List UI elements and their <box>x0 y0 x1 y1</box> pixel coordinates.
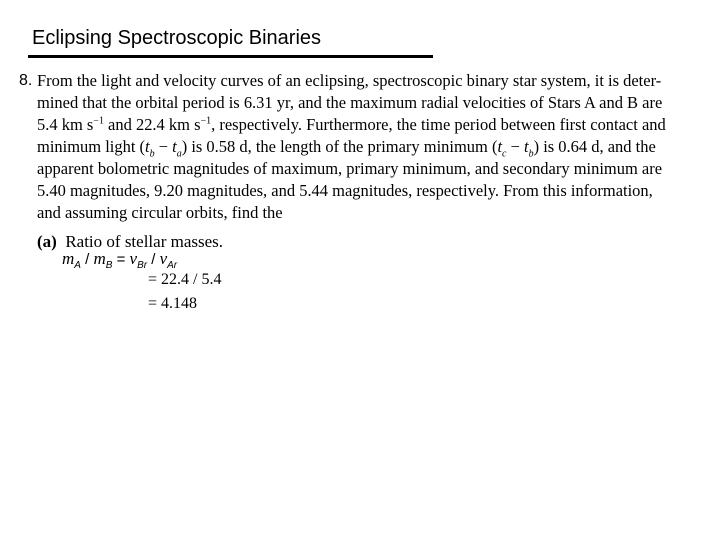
text-segment: t <box>497 137 503 156</box>
mass-ratio-result: = 4.148 <box>148 295 198 312</box>
mass-ratio-equation <box>62 249 177 269</box>
mass-ratio-substitution: = 22.4 / 5.4 <box>148 271 222 288</box>
title-underline <box>28 55 433 58</box>
problem-text <box>37 70 717 224</box>
text-segment: / <box>80 251 94 268</box>
text-segment: 5.4 km s <box>37 115 94 134</box>
text-segment: Ar <box>167 260 178 271</box>
text-segment: ) is 0.64 d, and the <box>533 137 656 156</box>
text-segment: v <box>159 249 168 268</box>
problem-line <box>37 70 716 92</box>
text-segment: mined that the orbital period is 6.31 yr, and the maximum radial velocities of Stars A and B are <box>37 93 663 112</box>
text-segment: b <box>528 148 534 160</box>
text-segment: , respectively. Furthermore, the time period between first contact and <box>211 115 666 134</box>
text-segment: a <box>176 148 182 160</box>
problem-line <box>37 202 717 224</box>
problem-number: 8. <box>19 72 33 89</box>
text-segment: b <box>149 148 155 160</box>
part-a-label: (a) <box>37 232 57 251</box>
text-segment: t <box>524 137 529 156</box>
problem-line <box>37 92 716 114</box>
problem-line <box>37 158 716 180</box>
text-segment: v <box>129 249 138 268</box>
text-segment: and 22.4 km s <box>103 115 201 134</box>
text-segment: A <box>74 260 81 271</box>
problem-line <box>37 114 716 136</box>
text-segment: 5.40 magnitudes, 9.20 magnitudes, and 5.44 magnitudes, respectively. From this information, <box>37 181 653 200</box>
text-segment: m <box>93 249 106 268</box>
problem-line <box>37 180 716 202</box>
text-segment: B <box>105 260 113 271</box>
text-segment: apparent bolometric magnitudes of maximum, primary minimum, and secondary minimum are <box>37 159 663 178</box>
text-segment: and assuming circular orbits, find the <box>37 203 283 222</box>
text-segment: − <box>506 137 525 156</box>
text-segment: Br <box>137 260 148 271</box>
text-segment: t <box>172 137 177 156</box>
text-segment: minimum light ( <box>37 137 146 156</box>
text-segment: c <box>502 148 507 160</box>
slide-title: Eclipsing Spectroscopic Binaries <box>32 27 322 49</box>
text-segment: −1 <box>200 115 212 127</box>
part-a-text: Ratio of stellar masses. <box>65 232 224 251</box>
text-segment: From the light and velocity curves of an eclipsing, spectroscopic binary star system, it is deter- <box>37 71 662 90</box>
problem-line <box>37 136 716 158</box>
text-segment: / <box>147 251 160 268</box>
text-segment: m <box>62 249 75 268</box>
text-segment: = <box>112 251 130 268</box>
text-segment: − <box>154 137 173 156</box>
text-segment: −1 <box>93 115 104 127</box>
text-segment: ) is 0.58 d, the length of the primary minimum ( <box>181 137 498 156</box>
text-segment: t <box>145 137 150 156</box>
